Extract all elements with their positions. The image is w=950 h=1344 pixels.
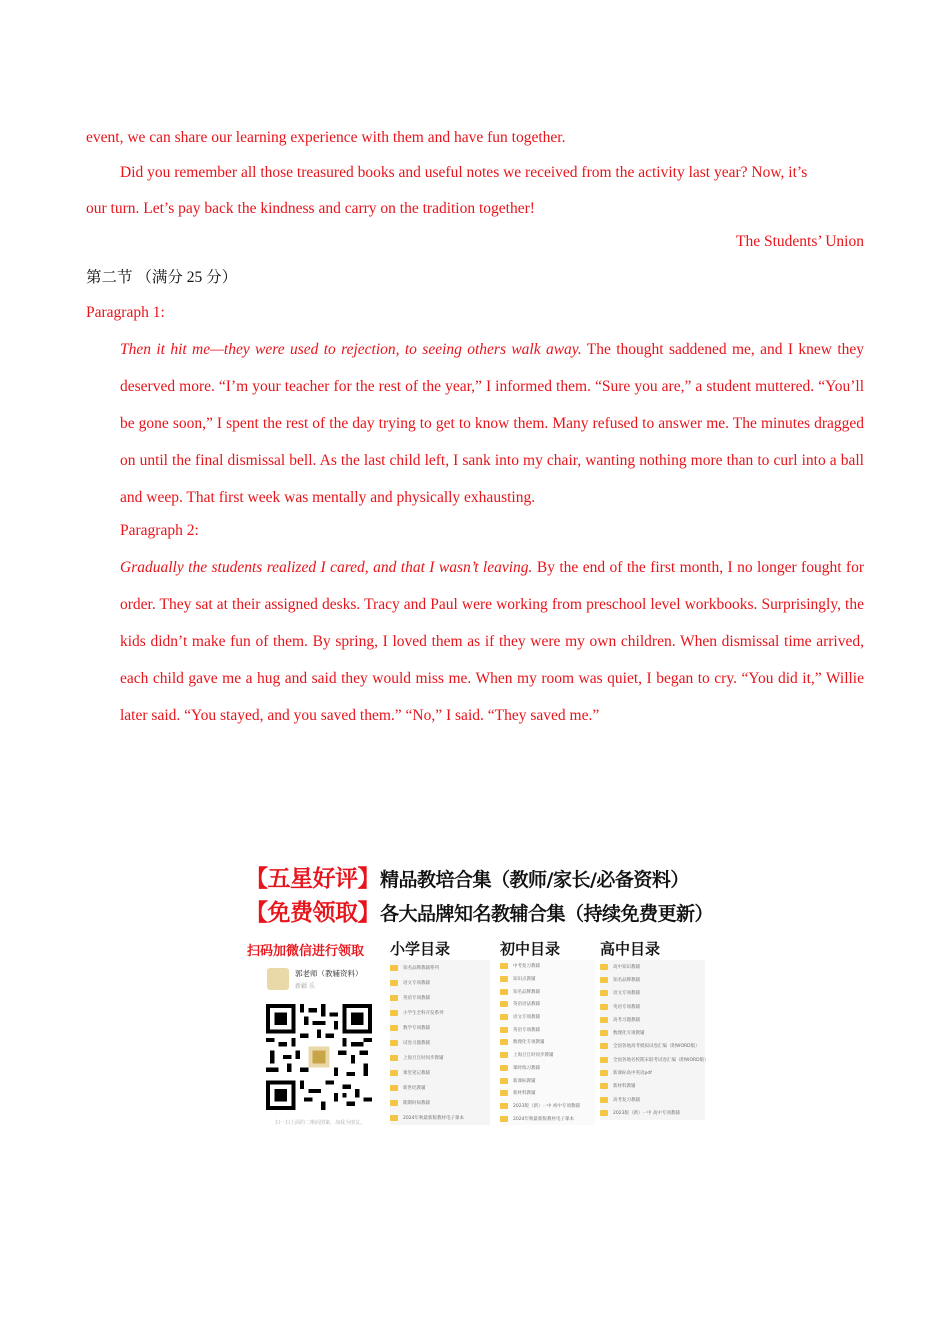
catalog-item-label: 全国各地名校期末联考试卷汇编（附WORD版） (613, 1057, 709, 1063)
folder-icon (390, 1070, 398, 1076)
catalog-item[interactable] (500, 960, 595, 973)
catalog-item-label: 知识点教辅 (513, 977, 536, 983)
folder-icon (500, 1065, 508, 1071)
catalog-item[interactable] (390, 960, 490, 975)
catalog-item[interactable] (600, 1026, 705, 1039)
folder-icon (600, 1030, 608, 1036)
catalog-item-label: 2024年秋最新版教材电子课本 (403, 1115, 464, 1121)
folder-icon (500, 963, 508, 969)
promo-title-1-rest: 精品教培合集（教师/家长/必备资料） (380, 869, 689, 891)
catalog-item[interactable] (600, 1040, 705, 1053)
promo-title-1-highlight: 【五星好评】 (245, 866, 380, 892)
folder-icon (390, 1040, 398, 1046)
folder-icon (500, 1103, 508, 1109)
catalog-item[interactable] (500, 1036, 595, 1049)
catalog-item[interactable] (500, 1074, 595, 1087)
catalog-item-label: 高考复习教辅 (613, 1097, 640, 1103)
catalog-item[interactable] (600, 1093, 705, 1106)
folder-icon (390, 1010, 398, 1016)
catalog-item-label: 中考复习教辅 (513, 964, 540, 970)
catalog-item[interactable] (390, 1095, 490, 1110)
catalog-item[interactable] (390, 1110, 490, 1125)
folder-icon (390, 1115, 398, 1121)
paragraph2-block (86, 512, 864, 734)
catalog-item-label: 试卷习题教辅 (403, 1040, 430, 1046)
catalog-item[interactable] (500, 998, 595, 1011)
letter-line: our turn. Let’s pay back the kindness and carry on the tradition together! (86, 200, 535, 217)
column-title: 高中目录 (600, 940, 661, 958)
catalog-item[interactable] (390, 1080, 490, 1095)
catalog-list (500, 960, 595, 1125)
folder-icon (600, 1004, 608, 1010)
catalog-item[interactable] (500, 1011, 595, 1024)
catalog-item-label: 语文专项教辅 (403, 980, 430, 986)
folder-icon (500, 1039, 508, 1045)
catalog-item-label: 语文专项教辅 (613, 991, 640, 997)
catalog-item-label: 英语专项教辅 (403, 995, 430, 1001)
paragraph2-text (86, 549, 864, 734)
catalog-item[interactable] (390, 975, 490, 990)
catalog-item-label: 全国各地高考模拟试卷汇编（附WORD版） (613, 1044, 700, 1050)
catalog-item-label: 2023版（新）一中 高中专项教辅 (613, 1110, 680, 1116)
avatar (267, 968, 289, 990)
folder-icon (500, 989, 508, 995)
section-heading: 第二节 （满分 25 分） (86, 269, 238, 286)
folder-icon (500, 1078, 508, 1084)
catalog-item-label: 英语语法教辅 (513, 1002, 540, 1008)
catalog-item-label: 知名品牌教辅 (613, 977, 640, 983)
folder-icon (500, 1090, 508, 1096)
teacher-card (267, 966, 387, 996)
catalog-list (600, 960, 709, 1120)
catalog-item[interactable] (500, 973, 595, 986)
catalog-item[interactable] (600, 1013, 705, 1026)
catalog-item[interactable] (500, 1112, 595, 1125)
catalog-item[interactable] (600, 1000, 705, 1013)
catalog-item[interactable] (390, 1050, 490, 1065)
folder-icon (600, 977, 608, 983)
folder-icon (600, 1017, 608, 1023)
catalog-item[interactable] (390, 1005, 490, 1020)
letter-ending (86, 119, 864, 260)
catalog-item[interactable] (500, 1062, 595, 1075)
catalog-item[interactable] (600, 973, 705, 986)
catalog-item-label: 英语专项教辅 (513, 1027, 540, 1033)
catalog-item[interactable] (500, 1100, 595, 1113)
catalog-item[interactable] (390, 1020, 490, 1035)
promo-title-1 (245, 860, 689, 893)
folder-icon (600, 964, 608, 970)
catalog-item[interactable] (500, 1023, 595, 1036)
folder-icon (600, 1083, 608, 1089)
letter-signature: The Students’ Union (735, 233, 864, 250)
folder-icon (390, 1025, 398, 1031)
catalog-item-label: 新材料教辅 (513, 1091, 536, 1097)
catalog-item-label: 期期时间教辅 (403, 1100, 430, 1106)
catalog-item-label: 新课标高中英语pdf (613, 1071, 652, 1077)
catalog-item[interactable] (600, 960, 705, 973)
catalog-item-label: 新课标教辅 (513, 1078, 536, 1084)
paragraph2-label: Paragraph 2: (120, 522, 199, 539)
catalog-item[interactable] (500, 1049, 595, 1062)
catalog-item-label: 新材料教辅 (613, 1084, 636, 1090)
letter-line: event, we can share our learning experience with them and have fun together. (86, 129, 566, 146)
folder-icon (500, 976, 508, 982)
promo-title-2-highlight: 【免费领取】 (245, 900, 380, 926)
folder-icon (390, 995, 398, 1001)
catalog-item[interactable] (600, 987, 705, 1000)
catalog-item-label: 知名品牌教辅系列 (403, 965, 439, 971)
letter-line: Did you remember all those treasured books and useful notes we received from the activity last year? Now, it’s (120, 164, 808, 181)
qr-caption: 扫一扫上面的二维码图案，加我为朋友。 (275, 1120, 366, 1126)
folder-icon (390, 1085, 398, 1091)
promo-title-2-rest: 各大品牌知名教辅合集（持续免费更新） (380, 903, 714, 925)
catalog-item-label: 小学生全科开发系列 (403, 1010, 444, 1016)
folder-icon (600, 1070, 608, 1076)
folder-icon (600, 990, 608, 996)
folder-icon (600, 1097, 608, 1103)
catalog-item-label: 高中知识教辅 (613, 964, 640, 970)
scan-label: 扫码加微信进行领取 (247, 944, 365, 959)
catalog-item[interactable] (500, 1087, 595, 1100)
folder-icon (500, 1027, 508, 1033)
catalog-item-label: 新世纪教辅 (403, 1085, 426, 1091)
folder-icon (600, 1043, 608, 1049)
catalog-item-label: 语文专项教辅 (513, 1015, 540, 1021)
teacher-sub: 新疆 乐 (295, 983, 315, 990)
catalog-column-middle (500, 938, 595, 1125)
catalog-item-label: 数学专项教辅 (403, 1025, 430, 1031)
folder-icon (600, 1057, 608, 1063)
catalog-item-label: 高考习题教辅 (613, 1017, 640, 1023)
folder-icon (390, 965, 398, 971)
catalog-item-label: 上海旦旦时同步教辅 (403, 1055, 444, 1061)
promo-banner (245, 858, 714, 1130)
paragraph1-block (86, 294, 864, 516)
catalog-item-label: 课堂笔记教辅 (403, 1070, 430, 1076)
catalog-list (390, 960, 490, 1125)
catalog-item-label: 数理化专项教辅 (513, 1040, 545, 1046)
paragraph2-body: By the end of the first month, I no longer fought for order. They sat at their assigned desks. Tracy and Paul were working from preschool level workbooks. Surprisingly, the kids didn’t make fun of them. By spring, I loved them as if they were my own children. When dismissal time arrived, each child gave me a hug and said they would miss me. When my room was quiet, I began to cry. “You did it,” Willie later said. “You stayed, and you saved them.” “No,” I said. “They saved me.” (120, 559, 864, 724)
catalog-item[interactable] (390, 990, 490, 1005)
catalog-item-label: 上海旦旦时同步教辅 (513, 1053, 554, 1059)
catalog-item[interactable] (600, 1053, 709, 1066)
folder-icon (500, 1014, 508, 1020)
paragraph2-italic: Gradually the students realized I cared, and that I wasn’t leaving. (120, 559, 533, 576)
catalog-column-high (600, 938, 709, 1120)
catalog-item-label: 2024年秋最新版教材电子课本 (513, 1116, 574, 1122)
folder-icon (390, 1100, 398, 1106)
folder-icon (500, 1001, 508, 1007)
catalog-item[interactable] (600, 1106, 705, 1119)
catalog-item-label: 数理化专项教辅 (613, 1031, 645, 1037)
folder-icon (500, 1116, 508, 1122)
catalog-item-label: 2023版（新）一中 初中专项教辅 (513, 1103, 580, 1109)
teacher-name: 郭老师（教辅资料） (295, 969, 363, 978)
paragraph1-text (86, 331, 864, 516)
catalog-item[interactable] (390, 1065, 490, 1080)
folder-icon (600, 1110, 608, 1116)
folder-icon (500, 1052, 508, 1058)
column-title: 小学目录 (390, 940, 451, 958)
catalog-item[interactable] (600, 1080, 705, 1093)
column-title: 初中目录 (500, 940, 561, 958)
section-heading-block (86, 259, 864, 296)
catalog-item[interactable] (600, 1066, 705, 1079)
catalog-item-label: 课时练习教辅 (513, 1065, 540, 1071)
promo-title-2 (245, 894, 713, 927)
paragraph1-body: The thought saddened me, and I knew they deserved more. “I’m your teacher for the rest of the year,” I informed them. “Sure you are,” a student muttered. “You’ll be gone soon,” I spent the rest of the day trying to get to know them. Many refused to answer me. The minutes dragged on until the final dismissal bell. As the last child left, I sank into my chair, wanting nothing more than to curl into a ball and weep. That first week was mentally and physically exhausting. (120, 341, 865, 506)
qr-code-icon[interactable] (266, 1004, 372, 1110)
catalog-column-primary (390, 938, 490, 1125)
catalog-item[interactable] (390, 1035, 490, 1050)
catalog-item-label: 知名品牌教辅 (513, 989, 540, 995)
folder-icon (390, 980, 398, 986)
catalog-item-label: 英语专项教辅 (613, 1004, 640, 1010)
folder-icon (390, 1055, 398, 1061)
paragraph1-label: Paragraph 1: (86, 304, 165, 321)
catalog-item[interactable] (500, 985, 595, 998)
paragraph1-italic: Then it hit me—they were used to rejection, to seeing others walk away. (120, 341, 582, 358)
